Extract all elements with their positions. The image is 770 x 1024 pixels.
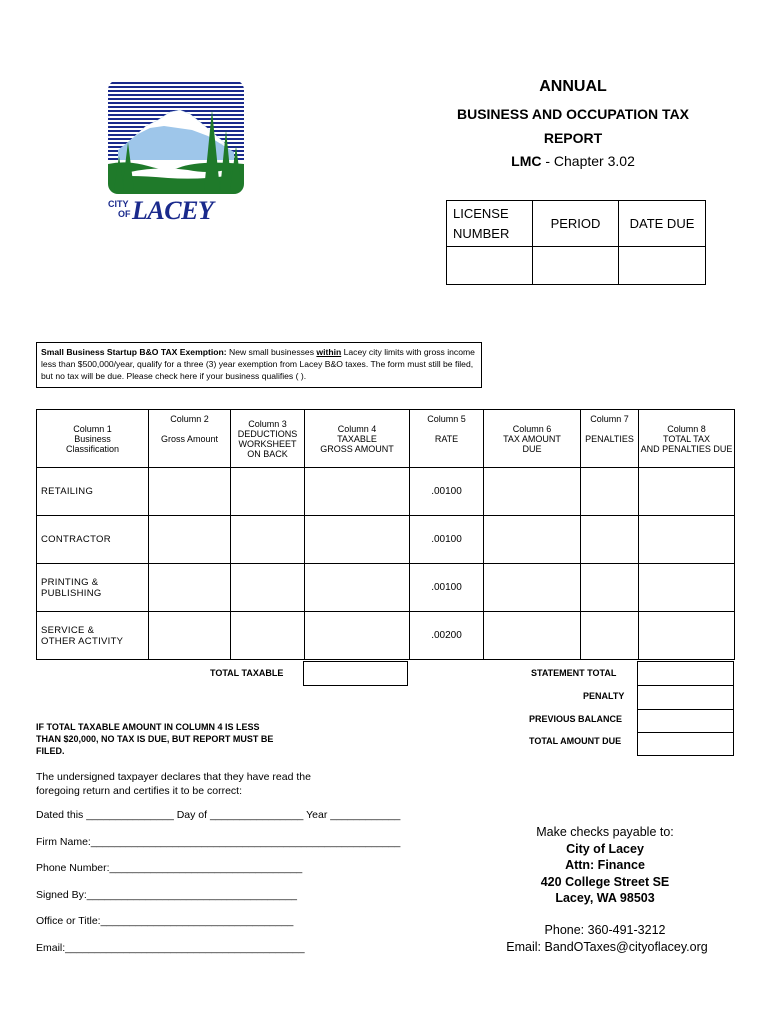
gross-amount-cell[interactable] (149, 468, 231, 516)
logo-stripe (108, 82, 244, 84)
total-taxable-label: TOTAL TAXABLE (210, 668, 284, 678)
tax-amount-cell[interactable] (484, 468, 581, 516)
penalties-cell[interactable] (581, 612, 639, 660)
row-classification: RETAILING (37, 468, 149, 516)
title-report: REPORT (543, 130, 603, 146)
title-annual: ANNUAL (539, 78, 607, 95)
penalties-cell[interactable] (581, 468, 639, 516)
column-5-header: Column 5 RATE (410, 410, 484, 468)
gross-amount-cell[interactable] (149, 612, 231, 660)
dated-field[interactable]: Dated this _______________ Day of ________________ Year ____________ (36, 809, 401, 821)
column-4-header: Column 4 TAXABLE GROSS AMOUNT (305, 410, 410, 468)
contact-email: Email: BandOTaxes@cityoflacey.org (506, 940, 708, 954)
taxable-gross-cell[interactable] (305, 516, 410, 564)
deductions-cell[interactable] (231, 468, 305, 516)
payee-city: Lacey, WA 98503 (555, 891, 655, 905)
logo-stripe (108, 94, 244, 96)
taxable-gross-cell[interactable] (305, 468, 410, 516)
period-header: PERIOD (533, 201, 619, 247)
phone-number-field[interactable]: Phone Number:_________________________________ (36, 862, 303, 874)
penalties-cell[interactable] (581, 516, 639, 564)
table-row (37, 468, 735, 516)
logo-stripe (108, 102, 244, 104)
column-3-header: Column 3 DEDUCTIONS WORKSHEET ON BACK (231, 410, 305, 468)
payee-street: 420 College Street SE (540, 875, 670, 889)
title-chapter: LMC - Chapter 3.02 (511, 153, 635, 169)
table-row (37, 564, 735, 612)
penalties-cell[interactable] (581, 564, 639, 612)
payment-intro: Make checks payable to: (536, 825, 674, 839)
license-number-header: LICENSE NUMBER (447, 201, 533, 247)
tax-classification-table (36, 409, 735, 660)
gross-amount-cell[interactable] (149, 516, 231, 564)
logo-stripe (108, 106, 244, 108)
logo-stripe (108, 86, 244, 88)
previous-balance-label: PREVIOUS BALANCE (529, 714, 623, 724)
total-tax-cell[interactable] (639, 612, 735, 660)
statement-total-field[interactable] (637, 661, 734, 686)
penalty-field[interactable] (637, 685, 734, 710)
rate-cell: .00100 (410, 468, 484, 516)
declaration-text: The undersigned taxpayer declares that they have read the foregoing return and certifies it to be correct: (36, 771, 311, 797)
date-due-field[interactable] (619, 247, 706, 285)
city-of-lacey-logo (108, 80, 244, 194)
period-field[interactable] (533, 247, 619, 285)
column-1-header: Column 1 Business Classification (37, 410, 149, 468)
column-7-header: Column 7 PENALTIES (581, 410, 639, 468)
signed-by-field[interactable]: Signed By:____________________________________ (36, 889, 298, 901)
gross-amount-cell[interactable] (149, 564, 231, 612)
column-header-row (37, 410, 735, 468)
total-tax-cell[interactable] (639, 564, 735, 612)
total-tax-cell[interactable] (639, 468, 735, 516)
logo-stripe (108, 98, 244, 100)
title-main: BUSINESS AND OCCUPATION TAX (456, 106, 690, 122)
total-taxable-field[interactable] (303, 661, 408, 686)
tax-amount-cell[interactable] (484, 612, 581, 660)
total-amount-due-field[interactable] (637, 732, 734, 756)
rate-cell: .00100 (410, 564, 484, 612)
column-6-header: Column 6 TAX AMOUNT DUE (484, 410, 581, 468)
email-field[interactable]: Email:_________________________________________ (36, 942, 305, 954)
rate-cell: .00200 (410, 612, 484, 660)
total-amount-due-label: TOTAL AMOUNT DUE (529, 736, 622, 746)
row-classification: PRINTING & PUBLISHING (37, 564, 149, 612)
minimum-threshold-note: IF TOTAL TAXABLE AMOUNT IN COLUMN 4 IS LESS THAN $20,000, NO TAX IS DUE, BUT REPORT MUST BE FILED. (36, 722, 274, 756)
lacey-wordmark: CITY OF LACEY (108, 196, 214, 225)
payee-name: City of Lacey (566, 842, 644, 856)
taxable-gross-cell[interactable] (305, 564, 410, 612)
row-classification: CONTRACTOR (37, 516, 149, 564)
license-period-table (446, 200, 706, 285)
firm-name-field[interactable]: Firm Name:_____________________________________________________ (36, 836, 401, 848)
total-tax-cell[interactable] (639, 516, 735, 564)
rate-cell: .00100 (410, 516, 484, 564)
penalty-label: PENALTY (583, 691, 625, 701)
license-number-field[interactable] (447, 247, 533, 285)
table-row (37, 516, 735, 564)
column-2-header: Column 2 Gross Amount (149, 410, 231, 468)
tax-amount-cell[interactable] (484, 516, 581, 564)
table-row (37, 612, 735, 660)
date-due-header: DATE DUE (619, 201, 706, 247)
small-business-exemption-box: Small Business Startup B&O TAX Exemption: New small businesses within Lacey city limits with gross income less than $500,000/year, qualify for a three (3) year exemption from Lacey B&O taxes. The form must still be filed, but no tax will be due. Please check here if your business qualifies ( ). (36, 342, 482, 388)
previous-balance-field[interactable] (637, 709, 734, 733)
payee-attn: Attn: Finance (565, 858, 645, 872)
tax-amount-cell[interactable] (484, 564, 581, 612)
taxable-gross-cell[interactable] (305, 612, 410, 660)
deductions-cell[interactable] (231, 516, 305, 564)
column-8-header: Column 8 TOTAL TAX AND PENALTIES DUE (639, 410, 735, 468)
deductions-cell[interactable] (231, 612, 305, 660)
contact-phone: Phone: 360-491-3212 (544, 923, 666, 937)
logo-stripe (108, 90, 244, 92)
office-title-field[interactable]: Office or Title:_________________________________ (36, 915, 294, 927)
row-classification: SERVICE & OTHER ACTIVITY (37, 612, 149, 660)
deductions-cell[interactable] (231, 564, 305, 612)
statement-total-label: STATEMENT TOTAL (531, 668, 617, 678)
